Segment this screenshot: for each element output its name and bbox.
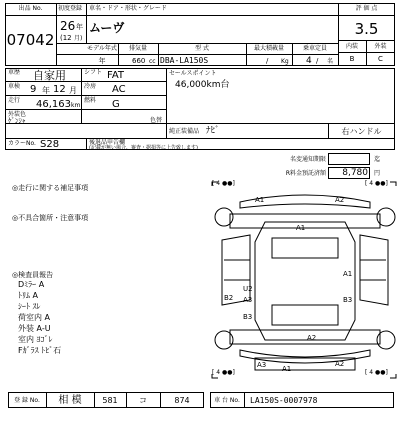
first-reg-year-unit: 年 bbox=[76, 23, 83, 31]
recycle-fee-label: R料金預託済額 bbox=[285, 170, 326, 177]
selling-points-label: セールスポイント bbox=[169, 70, 217, 77]
lot-no-label: 出品 No. bbox=[18, 5, 43, 12]
report-item: ﾄﾘﾑ A bbox=[18, 291, 39, 300]
color-no: S28 bbox=[40, 139, 60, 150]
damage-mark: A3 bbox=[257, 361, 267, 369]
recycle-label: 後退品申告欄 bbox=[89, 139, 126, 146]
damage-mark: B3 bbox=[243, 313, 253, 321]
damage-mark: A2 bbox=[335, 360, 345, 368]
car-name: ムーヴ bbox=[89, 21, 125, 35]
first-reg-label: 初度登録 bbox=[58, 5, 83, 12]
report-item: 室内 ﾖｺﾞﾚ bbox=[18, 335, 53, 344]
inspection-month: 12 bbox=[53, 84, 66, 95]
shift-label: シフト bbox=[84, 69, 103, 76]
car-outline bbox=[210, 180, 400, 380]
report-item: 荷室内 A bbox=[18, 313, 51, 322]
category: 自家用 bbox=[33, 69, 66, 82]
steering: 右ハンドル bbox=[341, 127, 382, 136]
displacement-label: 排気量 bbox=[128, 45, 147, 52]
fuel: G bbox=[112, 99, 120, 110]
damage-mark: A2 bbox=[335, 196, 345, 204]
recycle-fee: 8,780 bbox=[342, 168, 368, 178]
model-code: DBA-LA150S bbox=[160, 56, 209, 65]
displacement-unit: cc bbox=[149, 58, 156, 65]
reg-kana: コ bbox=[139, 396, 147, 405]
tire-tread-front-left: [ 4 ●●] bbox=[212, 180, 235, 187]
report-item: Fｶﾞﾗｽ ﾄﾋﾞ石 bbox=[18, 346, 62, 355]
model-year-unit: 年 bbox=[98, 57, 106, 65]
capacity: 4 bbox=[306, 56, 312, 66]
damage-mark: B3 bbox=[343, 296, 353, 304]
shift: FAT bbox=[107, 70, 125, 81]
reg-no-label: 登 録 No. bbox=[14, 397, 40, 404]
tire-tread-front-right: [ 4 ●●] bbox=[365, 180, 388, 187]
category-label: 車歴 bbox=[8, 69, 21, 76]
damage-mark: A1 bbox=[296, 224, 306, 232]
mileage: 46,163 bbox=[36, 99, 71, 110]
capacity-label: 乗車定員 bbox=[302, 45, 327, 52]
inspection-year-unit: 年 bbox=[42, 86, 50, 95]
damage-mark: A3 bbox=[243, 296, 253, 304]
deadline-unit: 迄 bbox=[374, 156, 381, 163]
damage-mark: B2 bbox=[224, 294, 234, 302]
model-label: 型 式 bbox=[195, 45, 209, 52]
ac-label: 冷房 bbox=[84, 83, 97, 90]
equipment-label: 純正装備品 bbox=[169, 128, 200, 135]
report-item: Dﾐﾗｰ A bbox=[18, 280, 45, 289]
recycle-fee-unit: 円 bbox=[374, 170, 381, 177]
deadline-box bbox=[328, 153, 370, 165]
capacity-sep: / bbox=[316, 57, 319, 65]
ac: AC bbox=[112, 84, 126, 95]
damage-mark: U2 bbox=[243, 285, 253, 293]
damage-mark: A2 bbox=[307, 334, 317, 342]
report-heading: ◎検査員報告 bbox=[12, 271, 54, 279]
color-no-label: カラーNo. bbox=[8, 140, 36, 147]
interior-label: 内装 bbox=[345, 43, 358, 50]
damage-mark: A1 bbox=[255, 196, 265, 204]
defects-heading: ◎不具合箇所・注意事項 bbox=[12, 214, 89, 222]
reg-class-no: 581 bbox=[102, 396, 118, 405]
inspection-label: 車検 bbox=[8, 83, 21, 90]
score-label: 評 価 点 bbox=[355, 5, 378, 12]
recycle-sub: (記載が無い場合、審査・据損等に上告致します) bbox=[89, 145, 198, 151]
selling-points: 46,000km台 bbox=[175, 80, 230, 90]
lot-no: 07042 bbox=[6, 31, 55, 49]
displacement: 660 bbox=[132, 57, 146, 65]
inspection-year: 9 bbox=[30, 84, 37, 95]
capacity-unit: 名 bbox=[327, 58, 334, 65]
score: 3.5 bbox=[354, 20, 379, 38]
model-year-label: モデル年式 bbox=[87, 45, 117, 52]
deadline-label: 名変通知期限 bbox=[289, 156, 326, 163]
tire-tread-rear-right: [ 4 ●●] bbox=[365, 369, 388, 376]
tire-tread-rear-left: [ 4 ●●] bbox=[212, 369, 235, 376]
car-name-label: 車名・ドア・形状・グレード bbox=[89, 5, 167, 12]
ext-color: ｹﾞﾝｼｬ bbox=[8, 117, 26, 125]
first-reg-month: (12 bbox=[60, 34, 72, 42]
first-reg-year: 26 bbox=[60, 19, 76, 33]
mileage-unit: km bbox=[71, 102, 81, 109]
ext-color-label: 外装色 bbox=[8, 111, 27, 118]
exterior-grade: C bbox=[378, 55, 383, 63]
fuel-label: 燃料 bbox=[84, 97, 97, 104]
color-change-label: 色替 bbox=[150, 117, 163, 124]
report-item: ｼｰﾄ ｽﾚ bbox=[18, 302, 41, 311]
chassis-label: 車 台 No. bbox=[214, 397, 240, 404]
damage-mark: A1 bbox=[343, 270, 353, 278]
reg-region: 相 模 bbox=[58, 395, 82, 406]
max-load-label: 最大積載量 bbox=[253, 45, 284, 52]
inspection-month-unit: 月 bbox=[69, 86, 77, 95]
interior-grade: B bbox=[349, 55, 355, 63]
chassis-no: LA150S-0007978 bbox=[250, 396, 318, 405]
damage-mark: A1 bbox=[282, 365, 292, 373]
max-load-unit: Kg bbox=[281, 58, 289, 65]
exterior-label: 外装 bbox=[374, 43, 387, 50]
reg-number: 874 bbox=[174, 396, 190, 405]
max-load-sep: / bbox=[266, 57, 269, 65]
first-reg-month-unit: 月) bbox=[74, 35, 83, 42]
equipment: ﾅﾋﾞ bbox=[206, 126, 220, 136]
mileage-label: 走行 bbox=[8, 97, 21, 104]
report-item: 外装 A-U bbox=[18, 324, 51, 333]
supplement-heading: ◎走行に関する補足事項 bbox=[12, 184, 89, 192]
